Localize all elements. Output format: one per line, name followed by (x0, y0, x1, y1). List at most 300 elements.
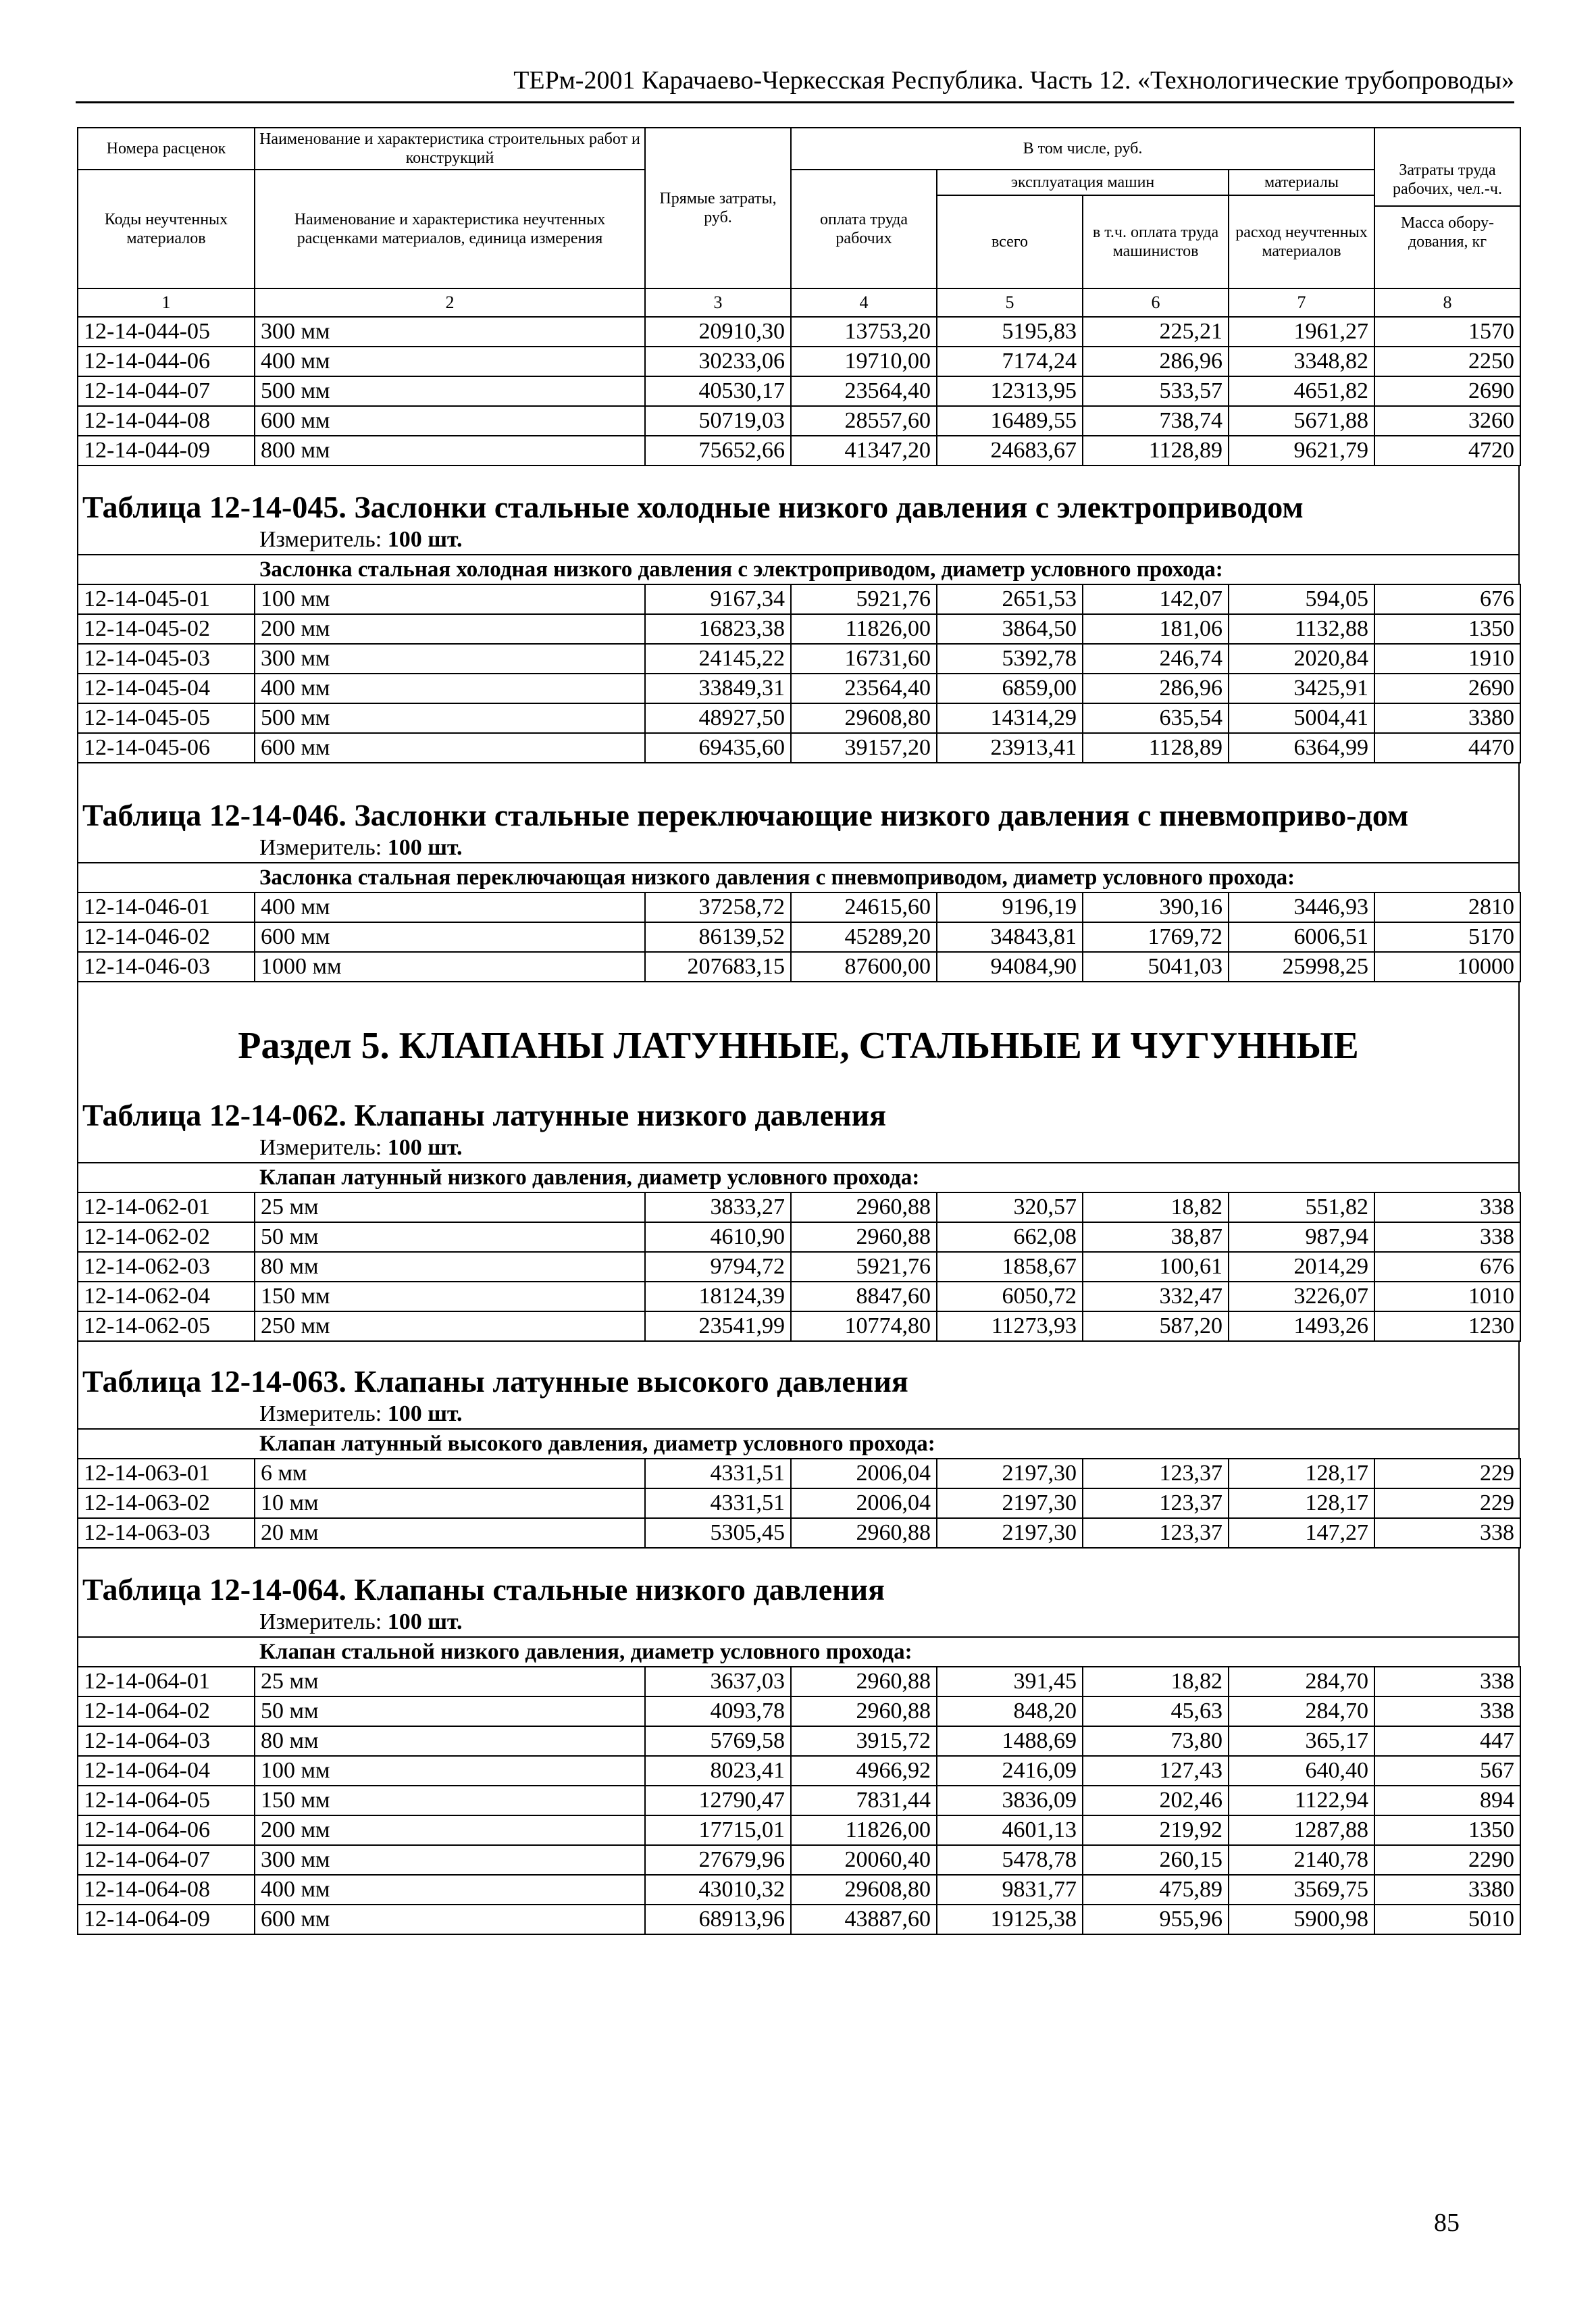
row-value: 2014,29 (1229, 1252, 1374, 1282)
table-row (78, 1252, 1520, 1282)
row-value: 3833,27 (645, 1192, 791, 1222)
header-code-bottom: Коды неучтенных материалов (78, 170, 255, 288)
measure-line (78, 526, 1518, 554)
row-value: 2416,09 (937, 1756, 1083, 1786)
row-value: 10774,80 (791, 1311, 937, 1341)
row-value: 662,08 (937, 1222, 1083, 1252)
row-value: 4470 (1374, 733, 1520, 763)
table-row (78, 703, 1520, 733)
row-value: 2197,30 (937, 1459, 1083, 1488)
row-value: 4966,92 (791, 1756, 937, 1786)
row-value: 1961,27 (1229, 317, 1374, 347)
row-name: 50 мм (255, 1696, 645, 1726)
row-name: 25 мм (255, 1667, 645, 1696)
row-value: 3569,75 (1229, 1875, 1374, 1905)
column-index: 8 (1374, 288, 1520, 317)
row-value: 1230 (1374, 1311, 1520, 1341)
row-value: 320,57 (937, 1192, 1083, 1222)
row-value: 68913,96 (645, 1905, 791, 1934)
row-value: 19125,38 (937, 1905, 1083, 1934)
row-value: 338 (1374, 1192, 1520, 1222)
table-row (78, 733, 1520, 763)
row-value: 567 (1374, 1756, 1520, 1786)
row-value: 6006,51 (1229, 922, 1374, 952)
row-value: 1350 (1374, 614, 1520, 644)
row-code: 12-14-044-07 (78, 376, 255, 406)
table-section (77, 1549, 1520, 1666)
table-subtitle: Заслонка стальная холодная низкого давления с электроприводом, диаметр условного прохода: (78, 554, 1518, 584)
row-value: 2690 (1374, 674, 1520, 703)
row-value: 738,74 (1083, 406, 1229, 436)
row-value: 3637,03 (645, 1667, 791, 1696)
row-value: 11273,93 (937, 1311, 1083, 1341)
table-row (78, 922, 1520, 952)
row-code: 12-14-064-08 (78, 1875, 255, 1905)
row-value: 4651,82 (1229, 376, 1374, 406)
column-index: 7 (1229, 288, 1374, 317)
row-value: 25998,25 (1229, 952, 1374, 982)
row-value: 219,92 (1083, 1815, 1229, 1845)
row-value: 1350 (1374, 1815, 1520, 1845)
page-number: 85 (1434, 2209, 1460, 2237)
table-row (78, 1667, 1520, 1696)
row-value: 5769,58 (645, 1726, 791, 1756)
row-name: 600 мм (255, 406, 645, 436)
row-value: 4720 (1374, 436, 1520, 466)
table-row (78, 376, 1520, 406)
row-value: 33849,31 (645, 674, 791, 703)
row-value: 24145,22 (645, 644, 791, 674)
row-value: 3380 (1374, 1875, 1520, 1905)
row-value: 1128,89 (1083, 733, 1229, 763)
measure-value: 100 шт. (387, 526, 463, 552)
row-name: 400 мм (255, 674, 645, 703)
row-value: 286,96 (1083, 674, 1229, 703)
row-code: 12-14-062-02 (78, 1222, 255, 1252)
row-value: 1769,72 (1083, 922, 1229, 952)
table-row (78, 1282, 1520, 1311)
table-row (78, 952, 1520, 982)
table-title: Таблица 12-14-045. Заслонки стальные холодные низкого давления с электроприводом (82, 489, 1304, 524)
row-value: 19710,00 (791, 347, 937, 376)
table-row (78, 1696, 1520, 1726)
row-value: 2960,88 (791, 1667, 937, 1696)
row-code: 12-14-062-03 (78, 1252, 255, 1282)
row-value: 3226,07 (1229, 1282, 1374, 1311)
row-value: 38,87 (1083, 1222, 1229, 1252)
row-value: 75652,66 (645, 436, 791, 466)
row-value: 34843,81 (937, 922, 1083, 952)
column-index: 4 (791, 288, 937, 317)
row-code: 12-14-045-05 (78, 703, 255, 733)
row-value: 2197,30 (937, 1488, 1083, 1518)
row-value: 23541,99 (645, 1311, 791, 1341)
row-name: 200 мм (255, 614, 645, 644)
row-name: 100 мм (255, 584, 645, 614)
row-value: 286,96 (1083, 347, 1229, 376)
row-name: 1000 мм (255, 952, 645, 982)
measure-label: Измеритель: (259, 834, 382, 860)
table-row (78, 1222, 1520, 1252)
price-table (77, 1192, 1521, 1342)
row-value: 87600,00 (791, 952, 937, 982)
table-row (78, 1815, 1520, 1845)
row-value: 123,37 (1083, 1459, 1229, 1488)
row-value: 23564,40 (791, 376, 937, 406)
row-value: 94084,90 (937, 952, 1083, 982)
row-code: 12-14-046-03 (78, 952, 255, 982)
row-name: 300 мм (255, 317, 645, 347)
row-value: 3380 (1374, 703, 1520, 733)
row-value: 1488,69 (937, 1726, 1083, 1756)
row-code: 12-14-045-06 (78, 733, 255, 763)
row-value: 9831,77 (937, 1875, 1083, 1905)
row-value: 338 (1374, 1667, 1520, 1696)
table-section (77, 982, 1520, 1192)
header-wage: оплата труда рабочих (791, 170, 937, 288)
row-value: 332,47 (1083, 1282, 1229, 1311)
row-value: 29608,80 (791, 1875, 937, 1905)
row-value: 13753,20 (791, 317, 937, 347)
table-title: Таблица 12-14-046. Заслонки стальные переключающие низкого давления с пневмоприво-дом (82, 797, 1409, 832)
price-table (77, 1666, 1521, 1935)
row-value: 14314,29 (937, 703, 1083, 733)
row-value: 16823,38 (645, 614, 791, 644)
row-value: 10000 (1374, 952, 1520, 982)
row-value: 128,17 (1229, 1459, 1374, 1488)
row-value: 24615,60 (791, 892, 937, 922)
row-value: 12790,47 (645, 1786, 791, 1815)
row-value: 475,89 (1083, 1875, 1229, 1905)
table-row (78, 1518, 1520, 1548)
measure-value: 100 шт. (387, 1609, 463, 1634)
row-value: 4093,78 (645, 1696, 791, 1726)
row-value: 1570 (1374, 317, 1520, 347)
row-value: 43010,32 (645, 1875, 791, 1905)
row-value: 7174,24 (937, 347, 1083, 376)
column-index: 1 (78, 288, 255, 317)
row-value: 4610,90 (645, 1222, 791, 1252)
row-name: 150 мм (255, 1282, 645, 1311)
price-table (77, 1458, 1521, 1549)
row-value: 69435,60 (645, 733, 791, 763)
row-value: 987,94 (1229, 1222, 1374, 1252)
row-value: 2651,53 (937, 584, 1083, 614)
row-value: 28557,60 (791, 406, 937, 436)
row-name: 300 мм (255, 644, 645, 674)
row-value: 3864,50 (937, 614, 1083, 644)
row-value: 142,07 (1083, 584, 1229, 614)
table-row (78, 1756, 1520, 1786)
row-value: 587,20 (1083, 1311, 1229, 1341)
header-machines-wage: в т.ч. оплата труда машинистов (1083, 195, 1229, 288)
row-value: 5478,78 (937, 1845, 1083, 1875)
row-value: 6859,00 (937, 674, 1083, 703)
row-value: 1287,88 (1229, 1815, 1374, 1845)
row-name: 800 мм (255, 436, 645, 466)
row-value: 2006,04 (791, 1488, 937, 1518)
row-name: 50 мм (255, 1222, 645, 1252)
table-row (78, 1905, 1520, 1934)
row-value: 229 (1374, 1459, 1520, 1488)
row-value: 2810 (1374, 892, 1520, 922)
table-row (78, 584, 1520, 614)
row-value: 551,82 (1229, 1192, 1374, 1222)
row-value: 50719,03 (645, 406, 791, 436)
row-value: 365,17 (1229, 1726, 1374, 1756)
row-value: 3915,72 (791, 1726, 937, 1756)
header-name-top: Наименование и характеристика строительных работ и конструкций (255, 128, 645, 170)
row-value: 24683,67 (937, 436, 1083, 466)
row-name: 500 мм (255, 376, 645, 406)
table-section (77, 763, 1520, 892)
running-header: ТЕРм-2001 Карачаево-Черкесская Республика. Часть 12. «Технологические трубопроводы» (76, 59, 1514, 103)
row-value: 86139,52 (645, 922, 791, 952)
header-incl: В том числе, руб. (791, 128, 1374, 170)
row-value: 16489,55 (937, 406, 1083, 436)
row-name: 6 мм (255, 1459, 645, 1488)
column-index: 5 (937, 288, 1083, 317)
row-code: 12-14-064-09 (78, 1905, 255, 1934)
row-code: 12-14-064-06 (78, 1815, 255, 1845)
row-value: 8023,41 (645, 1756, 791, 1786)
row-value: 4331,51 (645, 1488, 791, 1518)
row-value: 5305,45 (645, 1518, 791, 1548)
row-value: 30233,06 (645, 347, 791, 376)
row-name: 600 мм (255, 733, 645, 763)
header-labor-mass (1374, 128, 1520, 288)
row-value: 4601,13 (937, 1815, 1083, 1845)
measure-line (78, 1608, 1518, 1636)
row-name: 20 мм (255, 1518, 645, 1548)
column-index: 3 (645, 288, 791, 317)
row-code: 12-14-063-02 (78, 1488, 255, 1518)
row-name: 400 мм (255, 347, 645, 376)
row-value: 128,17 (1229, 1488, 1374, 1518)
row-value: 5900,98 (1229, 1905, 1374, 1934)
row-value: 955,96 (1083, 1905, 1229, 1934)
table-row (78, 614, 1520, 644)
table-row (78, 1192, 1520, 1222)
row-value: 5921,76 (791, 1252, 937, 1282)
table-title: Таблица 12-14-064. Клапаны стальные низкого давления (82, 1571, 885, 1607)
row-value: 11826,00 (791, 1815, 937, 1845)
row-value: 5392,78 (937, 644, 1083, 674)
row-value: 1128,89 (1083, 436, 1229, 466)
row-value: 6364,99 (1229, 733, 1374, 763)
measure-value: 100 шт. (387, 1134, 463, 1160)
row-code: 12-14-064-01 (78, 1667, 255, 1696)
price-table (77, 584, 1521, 763)
row-value: 43887,60 (791, 1905, 937, 1934)
row-value: 2290 (1374, 1845, 1520, 1875)
row-name: 80 мм (255, 1252, 645, 1282)
continuation-table (77, 316, 1521, 466)
header-machines-total: всего (937, 195, 1083, 288)
table-row (78, 436, 1520, 466)
row-value: 100,61 (1083, 1252, 1229, 1282)
row-value: 127,43 (1083, 1756, 1229, 1786)
row-name: 100 мм (255, 1756, 645, 1786)
row-value: 2960,88 (791, 1696, 937, 1726)
row-value: 9196,19 (937, 892, 1083, 922)
table-title: Таблица 12-14-062. Клапаны латунные низкого давления (82, 1097, 887, 1132)
row-value: 6050,72 (937, 1282, 1083, 1311)
table-row (78, 674, 1520, 703)
row-value: 202,46 (1083, 1786, 1229, 1815)
row-code: 12-14-064-04 (78, 1756, 255, 1786)
row-value: 338 (1374, 1696, 1520, 1726)
row-value: 635,54 (1083, 703, 1229, 733)
row-value: 9167,34 (645, 584, 791, 614)
row-value: 225,21 (1083, 317, 1229, 347)
row-code: 12-14-064-02 (78, 1696, 255, 1726)
table-row (78, 1875, 1520, 1905)
row-value: 40530,17 (645, 376, 791, 406)
column-index: 6 (1083, 288, 1229, 317)
header-direct: Прямые затраты, руб. (645, 128, 791, 288)
row-code: 12-14-062-04 (78, 1282, 255, 1311)
measure-label: Измеритель: (259, 1609, 382, 1634)
row-code: 12-14-044-05 (78, 317, 255, 347)
row-value: 5004,41 (1229, 703, 1374, 733)
row-value: 27679,96 (645, 1845, 791, 1875)
row-value: 2197,30 (937, 1518, 1083, 1548)
row-value: 16731,60 (791, 644, 937, 674)
row-value: 7831,44 (791, 1786, 937, 1815)
row-value: 9794,72 (645, 1252, 791, 1282)
row-value: 676 (1374, 584, 1520, 614)
row-value: 390,16 (1083, 892, 1229, 922)
row-value: 3446,93 (1229, 892, 1374, 922)
row-value: 338 (1374, 1518, 1520, 1548)
table-row (78, 1786, 1520, 1815)
row-name: 600 мм (255, 1905, 645, 1934)
section-heading: Раздел 5. КЛАПАНЫ ЛАТУННЫЕ, СТАЛЬНЫЕ И ЧУГУННЫЕ (238, 1024, 1359, 1067)
row-value: 640,40 (1229, 1756, 1374, 1786)
row-code: 12-14-044-08 (78, 406, 255, 436)
header-materials: материалы (1229, 170, 1374, 195)
row-value: 1122,94 (1229, 1786, 1374, 1815)
row-value: 894 (1374, 1786, 1520, 1815)
row-value: 18124,39 (645, 1282, 791, 1311)
row-value: 12313,95 (937, 376, 1083, 406)
header-labor: Затраты труда рабочих, чел.-ч. (1375, 158, 1520, 207)
row-value: 3348,82 (1229, 347, 1374, 376)
table-row (78, 1488, 1520, 1518)
row-code: 12-14-045-02 (78, 614, 255, 644)
measure-label: Измеритель: (259, 1401, 382, 1426)
row-value: 3836,09 (937, 1786, 1083, 1815)
table-subtitle: Клапан стальной низкого давления, диаметр условного прохода: (78, 1636, 1518, 1666)
row-value: 45289,20 (791, 922, 937, 952)
row-value: 5041,03 (1083, 952, 1229, 982)
row-name: 600 мм (255, 922, 645, 952)
row-value: 5195,83 (937, 317, 1083, 347)
row-value: 676 (1374, 1252, 1520, 1282)
row-value: 2020,84 (1229, 644, 1374, 674)
row-value: 2140,78 (1229, 1845, 1374, 1875)
row-value: 207683,15 (645, 952, 791, 982)
row-value: 20910,30 (645, 317, 791, 347)
row-value: 447 (1374, 1726, 1520, 1756)
row-code: 12-14-045-03 (78, 644, 255, 674)
tables-container (77, 316, 1520, 1935)
row-value: 11826,00 (791, 614, 937, 644)
row-code: 12-14-045-04 (78, 674, 255, 703)
row-code: 12-14-044-09 (78, 436, 255, 466)
table-row (78, 317, 1520, 347)
row-code: 12-14-064-07 (78, 1845, 255, 1875)
row-code: 12-14-064-05 (78, 1786, 255, 1815)
measure-line (78, 1400, 1518, 1428)
row-value: 37258,72 (645, 892, 791, 922)
row-value: 2960,88 (791, 1518, 937, 1548)
table-row (78, 892, 1520, 922)
table-row (78, 406, 1520, 436)
row-value: 23913,41 (937, 733, 1083, 763)
row-value: 246,74 (1083, 644, 1229, 674)
row-name: 10 мм (255, 1488, 645, 1518)
table-row (78, 347, 1520, 376)
measure-line (78, 1134, 1518, 1162)
row-value: 229 (1374, 1488, 1520, 1518)
row-value: 18,82 (1083, 1667, 1229, 1696)
row-value: 17715,01 (645, 1815, 791, 1845)
row-code: 12-14-046-01 (78, 892, 255, 922)
row-value: 4331,51 (645, 1459, 791, 1488)
row-name: 500 мм (255, 703, 645, 733)
row-code: 12-14-062-01 (78, 1192, 255, 1222)
row-value: 181,06 (1083, 614, 1229, 644)
table-row (78, 1726, 1520, 1756)
row-value: 5921,76 (791, 584, 937, 614)
row-value: 5671,88 (1229, 406, 1374, 436)
row-value: 5010 (1374, 1905, 1520, 1934)
row-code: 12-14-063-01 (78, 1459, 255, 1488)
header-mass: Масса обору-дования, кг (1400, 214, 1495, 251)
row-name: 250 мм (255, 1311, 645, 1341)
row-value: 594,05 (1229, 584, 1374, 614)
row-value: 1493,26 (1229, 1311, 1374, 1341)
row-value: 533,57 (1083, 376, 1229, 406)
row-value: 1010 (1374, 1282, 1520, 1311)
row-value: 5170 (1374, 922, 1520, 952)
table-title: Таблица 12-14-063. Клапаны латунные высокого давления (82, 1363, 908, 1399)
table-row (78, 1845, 1520, 1875)
row-value: 73,80 (1083, 1726, 1229, 1756)
measure-label: Измеритель: (259, 526, 382, 552)
header-code-top: Номера расценок (78, 128, 255, 170)
row-value: 29608,80 (791, 703, 937, 733)
row-value: 391,45 (937, 1667, 1083, 1696)
header-materials-cost: расход неучтенных материалов (1229, 195, 1374, 288)
row-code: 12-14-046-02 (78, 922, 255, 952)
document-frame (77, 127, 1520, 1935)
table-row (78, 644, 1520, 674)
row-code: 12-14-064-03 (78, 1726, 255, 1756)
row-value: 2006,04 (791, 1459, 937, 1488)
table-section (77, 466, 1520, 584)
measure-line (78, 834, 1518, 862)
row-name: 400 мм (255, 1875, 645, 1905)
row-value: 41347,20 (791, 436, 937, 466)
row-value: 2960,88 (791, 1222, 937, 1252)
row-value: 1910 (1374, 644, 1520, 674)
row-value: 848,20 (937, 1696, 1083, 1726)
measure-value: 100 шт. (387, 1401, 463, 1426)
row-name: 80 мм (255, 1726, 645, 1756)
